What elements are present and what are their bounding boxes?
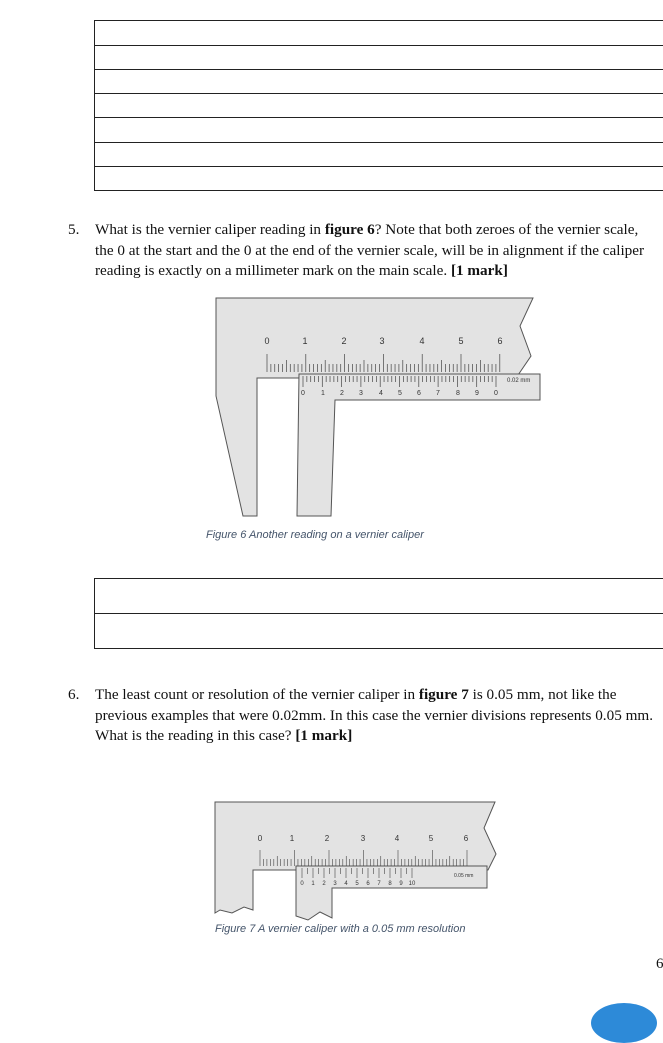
- main-scale-label: 6: [497, 336, 503, 346]
- figure-7-caption: Figure 7 A vernier caliper with a 0.05 mm resolution: [215, 923, 466, 935]
- vernier-label: 5: [398, 390, 402, 397]
- vernier-label: 9: [475, 390, 479, 397]
- main-scale-label: 4: [394, 834, 400, 843]
- question-6: [68, 685, 659, 747]
- vernier-label: 8: [456, 390, 460, 397]
- question-5: [68, 220, 659, 282]
- main-scale-label: 4: [419, 336, 425, 346]
- figure-reference: figure 7: [418, 686, 469, 703]
- main-scale-label: 0: [264, 336, 270, 346]
- resolution-label: 0.05 mm: [454, 873, 474, 879]
- main-scale-label: 2: [324, 834, 330, 843]
- vernier-label: 3: [333, 881, 337, 887]
- answer-row-divider: [95, 93, 663, 94]
- vernier-label: 10: [408, 881, 416, 887]
- main-scale-label: 1: [302, 336, 308, 346]
- main-scale-label: 5: [458, 336, 464, 346]
- vernier-label: 9: [399, 881, 403, 887]
- vernier-label: 7: [377, 881, 381, 887]
- vernier-label: 5: [355, 881, 359, 887]
- logo-corner-shape: [591, 1003, 657, 1043]
- vernier-label: 6: [417, 390, 421, 397]
- question-number: 6.: [68, 686, 80, 703]
- main-scale-label: 1: [289, 834, 295, 843]
- answer-row-divider: [95, 142, 663, 143]
- page-number: 6: [656, 956, 663, 972]
- main-scale-label: 2: [341, 336, 347, 346]
- vernier-label: 2: [322, 881, 326, 887]
- main-scale-label: 0: [257, 834, 263, 843]
- figure-reference: figure 6: [324, 221, 375, 238]
- vernier-label: 0: [301, 390, 305, 397]
- vernier-caliper-figure-7: [212, 800, 502, 924]
- marks-label: [1 mark]: [295, 727, 353, 744]
- vernier-label: 7: [436, 390, 440, 397]
- vernier-label: 3: [359, 390, 363, 397]
- question-number: 5.: [68, 221, 80, 238]
- answer-row-divider: [95, 117, 663, 118]
- main-scale-body: [216, 298, 533, 516]
- main-scale-label: 5: [428, 834, 434, 843]
- figure-6-caption: Figure 6 Another reading on a vernier caliper: [206, 529, 424, 541]
- answer-row-divider: [95, 613, 663, 614]
- main-scale-label: 6: [463, 834, 469, 843]
- marks-label: [1 mark]: [450, 262, 508, 279]
- answer-box-q5[interactable]: [94, 578, 663, 649]
- question-text: The least count or resolution of the vernier caliper in figure 7 is 0.05 mm, not like the previous examples that were 0.02mm. In this case the vernier divisions represents 0.05 mm. What is the reading in this case? [1 mark]: [95, 686, 654, 744]
- vernier-label: 4: [344, 881, 348, 887]
- answer-box-q4[interactable]: [94, 20, 663, 191]
- resolution-label: 0.02 mm: [507, 378, 531, 384]
- answer-row-divider: [95, 166, 663, 167]
- vernier-label: 6: [366, 881, 370, 887]
- vernier-label: 8: [388, 881, 392, 887]
- main-scale-label: 3: [379, 336, 385, 346]
- main-scale-label: 3: [360, 834, 366, 843]
- vernier-label: 0: [300, 881, 304, 887]
- answer-row-divider: [95, 45, 663, 46]
- vernier-label: 4: [379, 390, 383, 397]
- main-scale-body: [215, 802, 496, 913]
- vernier-caliper-figure-6: [213, 296, 543, 518]
- vernier-label: 1: [321, 390, 325, 397]
- answer-row-divider: [95, 69, 663, 70]
- question-text: What is the vernier caliper reading in figure 6? Note that both zeroes of the vernier scale, the 0 at the start and the 0 at the end of the vernier scale, will be in alignment if the caliper reading is exactly on a millimeter mark on the main scale. [1 mark]: [95, 221, 645, 279]
- vernier-label: 1: [311, 881, 315, 887]
- vernier-label: 0: [494, 390, 498, 397]
- vernier-label: 2: [340, 390, 344, 397]
